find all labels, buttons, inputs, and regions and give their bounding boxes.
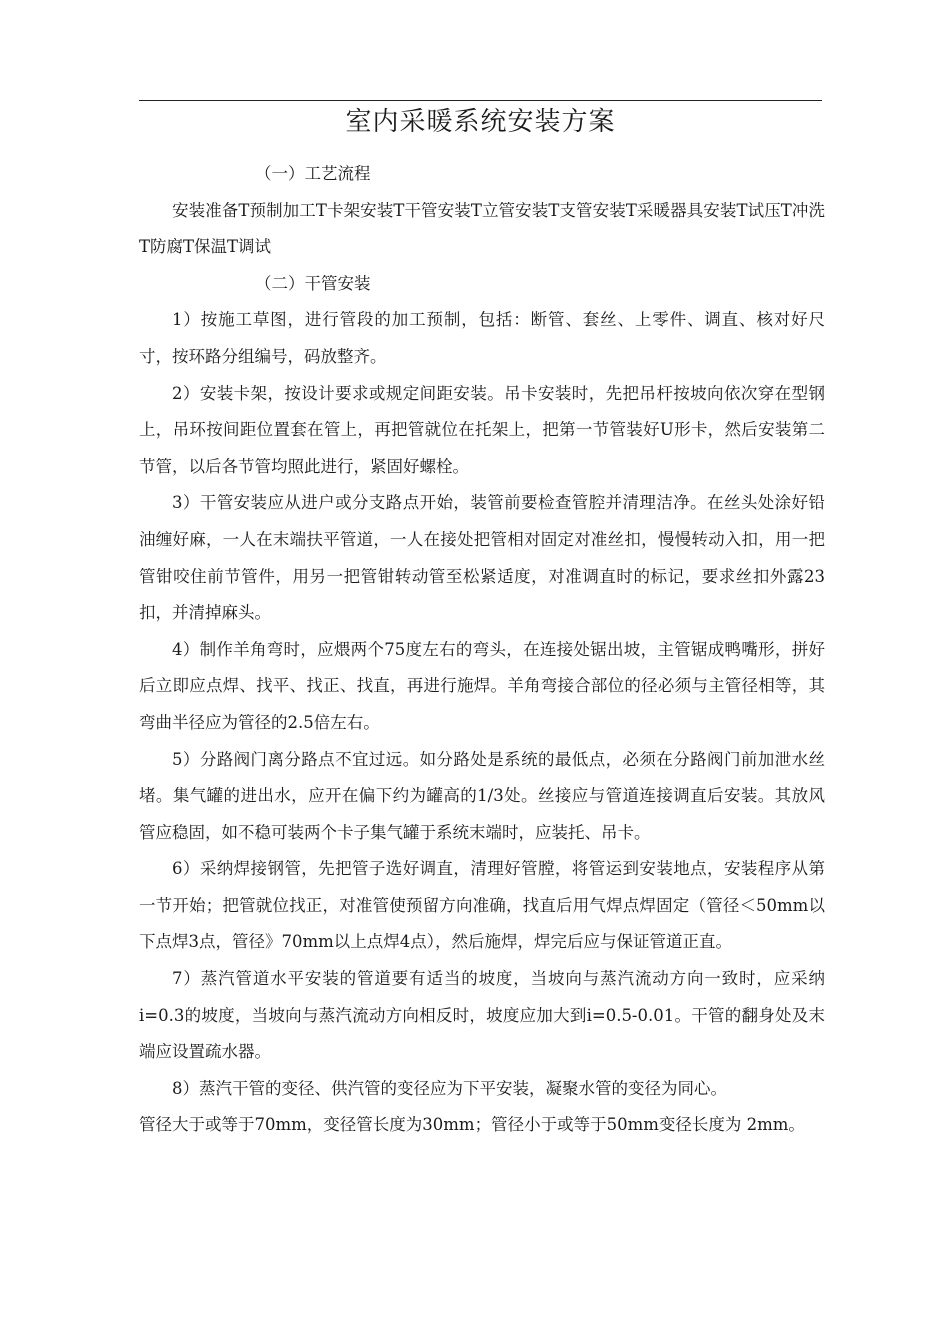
paragraph-step-1: 1）按施工草图，进行管段的加工预制，包括：断管、套丝、上零件、调直、核对好尺寸，按环路分组编号，码放整齐。 [139,310,825,366]
paragraph-step-2: 2）安装卡架，按设计要求或规定间距安装。吊卡安装时，先把吊杆按坡向依次穿在型钢上，吊环按间距位置套在管上，再把管就位在托架上，把第一节管装好U形卡，然后安装第二节管，以后各节管均照此进行，紧固好螺栓。 [139,383,825,476]
document-body [139,156,825,1144]
paragraph-step-7: 7）蒸汽管道水平安装的管道要有适当的坡度，当坡向与蒸汽流动方向一致时，应采纳i=0.3的坡度，当坡向与蒸汽流动方向相反时，坡度应加大到i=0.5-0.01。干管的翻身处及末端应设置疏水器。 [139,969,825,1062]
paragraph-tail-note: 管径大于或等于70mm，变径管长度为30mm；管径小于或等于50mm变径长度为 2mm。 [139,1115,805,1135]
process-flow-paragraph: 安装准备T预制加工T卡架安装T干管安装T立管安装T支管安装T采暖器具安装T试压T冲洗T防腐T保温T调试 [139,200,825,257]
paragraph-step-4: 4）制作羊角弯时，应煨两个75度左右的弯头，在连接处锯出坡，主管锯成鸭嘴形，拼好后立即应点焊、找平、找正、找直，再进行施焊。羊角弯接合部位的径必须与主管径相等，其弯曲半径应为管径的2.5倍左右。 [139,639,825,732]
section-heading-main-pipe: （二）干管安装 [255,273,371,293]
document-title: 室内采暖系统安装方案 [345,107,616,137]
paragraph-step-3: 3）干管安装应从进户或分支路点开始，装管前要检查管腔并清理洁净。在丝头处涂好铅油缠好麻，一人在末端扶平管道，一人在接处把管相对固定对准丝扣，慢慢转动入扣，用一把管钳咬住前节管件，用另一把管钳转动管至松紧适度，对准调直时的标记，要求丝扣外露23扣，并清掉麻头。 [139,493,825,623]
section-heading-process: （一）工艺流程 [255,164,371,183]
paragraph-step-6: 6）采纳焊接钢管，先把管子选好调直，清理好管膛，将管运到安装地点，安装程序从第一节开始；把管就位找正，对准管使预留方向准确，找直后用气焊点焊固定（管径＜50mm以下点焊3点，管径》70mm以上点焊4点），然后施焊，焊完后应与保证管道正直。 [139,859,825,952]
paragraph-step-5: 5）分路阀门离分路点不宜过远。如分路处是系统的最低点，必须在分路阀门前加泄水丝堵。集气罐的进出水，应开在偏下约为罐高的1/3处。丝接应与管道连接调直后安装。其放风管应稳固，如不稳可装两个卡子集气罐于系统末端时，应装托、吊卡。 [139,749,825,842]
header-rule [139,100,822,101]
paragraph-step-8: 8）蒸汽干管的变径、供汽管的变径应为下平安装，凝聚水管的变径为同心。 [172,1078,727,1098]
